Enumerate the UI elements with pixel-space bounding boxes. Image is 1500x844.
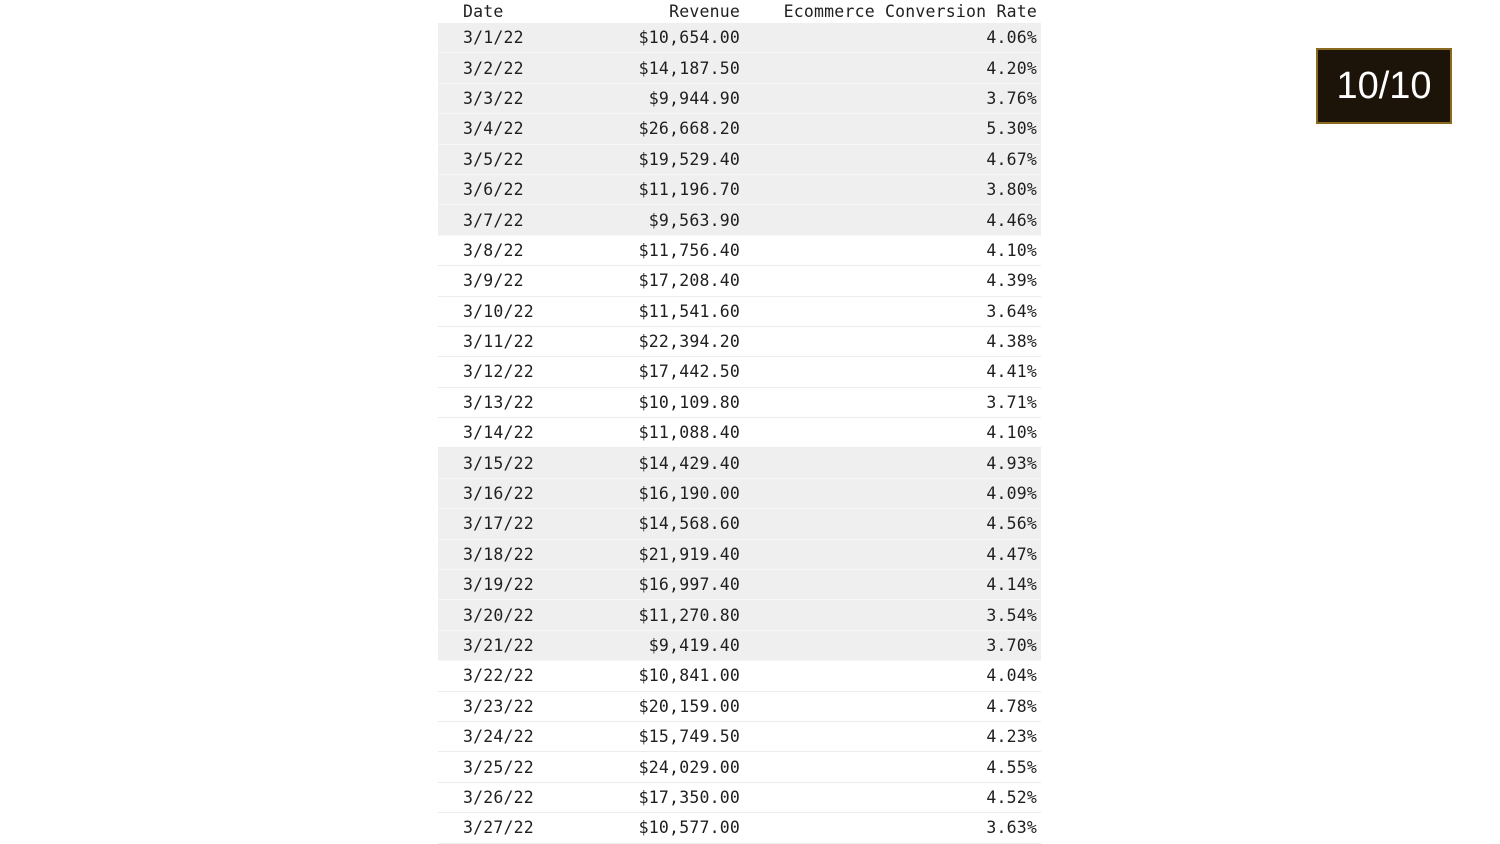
table-row — [438, 145, 1041, 175]
cell-date: 3/20/22 — [463, 605, 534, 625]
cell-date: 3/18/22 — [463, 544, 534, 564]
cell-date: 3/23/22 — [463, 696, 534, 716]
table-row — [438, 600, 1041, 630]
table-row — [438, 327, 1041, 357]
cell-conversion-rate: 4.47% — [986, 544, 1037, 564]
slide-counter-badge: 10/10 — [1316, 48, 1452, 124]
cell-date: 3/21/22 — [463, 636, 534, 655]
cell-revenue: $21,919.40 — [638, 544, 740, 564]
cell-revenue: $11,088.40 — [638, 423, 740, 443]
table-row — [438, 631, 1041, 661]
cell-conversion-rate: 3.63% — [986, 818, 1037, 838]
header-date: Date — [463, 2, 504, 21]
cell-revenue: $14,568.60 — [638, 514, 740, 534]
cell-conversion-rate: 4.20% — [986, 58, 1037, 78]
cell-conversion-rate: 4.09% — [986, 484, 1037, 504]
data-table — [438, 0, 1041, 844]
cell-date: 3/9/22 — [463, 271, 524, 291]
cell-date: 3/17/22 — [463, 514, 534, 534]
cell-date: 3/26/22 — [463, 787, 534, 807]
table-row — [438, 114, 1041, 144]
cell-date: 3/14/22 — [463, 423, 534, 443]
cell-conversion-rate: 3.54% — [986, 605, 1037, 625]
cell-conversion-rate: 3.70% — [986, 636, 1037, 655]
cell-conversion-rate: 3.76% — [986, 88, 1037, 108]
cell-date: 3/13/22 — [463, 392, 534, 412]
cell-revenue: $16,190.00 — [638, 484, 740, 504]
cell-date: 3/1/22 — [463, 28, 524, 48]
table-row — [438, 448, 1041, 478]
table-row — [438, 509, 1041, 539]
cell-date: 3/5/22 — [463, 149, 524, 169]
cell-conversion-rate: 4.78% — [986, 696, 1037, 716]
table-row — [438, 692, 1041, 722]
cell-date: 3/11/22 — [463, 332, 534, 352]
cell-date: 3/7/22 — [463, 210, 524, 230]
cell-date: 3/8/22 — [463, 240, 524, 260]
table-header — [438, 0, 1041, 23]
cell-conversion-rate: 3.64% — [986, 301, 1037, 321]
cell-revenue: $16,997.40 — [638, 575, 740, 595]
cell-date: 3/6/22 — [463, 180, 524, 200]
cell-date: 3/24/22 — [463, 727, 534, 747]
cell-revenue: $11,541.60 — [638, 301, 740, 321]
table-row — [438, 418, 1041, 448]
cell-revenue: $11,756.40 — [638, 240, 740, 260]
cell-revenue: $20,159.00 — [638, 696, 740, 716]
cell-conversion-rate: 4.52% — [986, 787, 1037, 807]
cell-revenue: $10,577.00 — [638, 818, 740, 838]
cell-conversion-rate: 4.55% — [986, 757, 1037, 777]
table-row — [438, 266, 1041, 296]
table-row — [438, 752, 1041, 782]
cell-revenue: $19,529.40 — [638, 149, 740, 169]
cell-conversion-rate: 4.14% — [986, 575, 1037, 595]
cell-conversion-rate: 4.56% — [986, 514, 1037, 534]
table-row — [438, 540, 1041, 570]
cell-revenue: $22,394.20 — [638, 332, 740, 352]
cell-date: 3/2/22 — [463, 58, 524, 78]
cell-conversion-rate: 4.38% — [986, 332, 1037, 352]
cell-conversion-rate: 4.93% — [986, 453, 1037, 473]
table-row — [438, 479, 1041, 509]
cell-date: 3/4/22 — [463, 119, 524, 139]
table-row — [438, 205, 1041, 235]
table-row — [438, 388, 1041, 418]
header-conversion-rate: Ecommerce Conversion Rate — [783, 2, 1037, 21]
cell-conversion-rate: 4.06% — [986, 28, 1037, 48]
table-row — [438, 357, 1041, 387]
table-body — [438, 23, 1041, 844]
cell-date: 3/19/22 — [463, 575, 534, 595]
table-row — [438, 570, 1041, 600]
cell-revenue: $10,654.00 — [638, 28, 740, 48]
cell-conversion-rate: 4.04% — [986, 666, 1037, 686]
cell-revenue: $17,350.00 — [638, 787, 740, 807]
cell-revenue: $14,429.40 — [638, 453, 740, 473]
table-row — [438, 783, 1041, 813]
cell-conversion-rate: 4.46% — [986, 210, 1037, 230]
cell-date: 3/27/22 — [463, 818, 534, 838]
cell-conversion-rate: 5.30% — [986, 119, 1037, 139]
table-row — [438, 813, 1041, 843]
table-row — [438, 297, 1041, 327]
cell-revenue: $10,109.80 — [638, 392, 740, 412]
cell-date: 3/10/22 — [463, 301, 534, 321]
table-row — [438, 53, 1041, 83]
cell-revenue: $14,187.50 — [638, 58, 740, 78]
cell-revenue: $26,668.20 — [638, 119, 740, 139]
cell-revenue: $24,029.00 — [638, 757, 740, 777]
cell-conversion-rate: 4.10% — [986, 240, 1037, 260]
table-row — [438, 661, 1041, 691]
cell-revenue: $10,841.00 — [638, 666, 740, 686]
cell-conversion-rate: 4.39% — [986, 271, 1037, 291]
cell-revenue: $17,442.50 — [638, 362, 740, 382]
cell-date: 3/22/22 — [463, 666, 534, 686]
cell-conversion-rate: 3.71% — [986, 392, 1037, 412]
cell-date: 3/15/22 — [463, 453, 534, 473]
cell-revenue: $9,563.90 — [648, 210, 740, 230]
cell-conversion-rate: 4.67% — [986, 149, 1037, 169]
table-row — [438, 175, 1041, 205]
cell-revenue: $11,196.70 — [638, 180, 740, 200]
cell-date: 3/3/22 — [463, 88, 524, 108]
table-row — [438, 722, 1041, 752]
cell-revenue: $15,749.50 — [638, 727, 740, 747]
cell-date: 3/16/22 — [463, 484, 534, 504]
cell-date: 3/12/22 — [463, 362, 534, 382]
cell-revenue: $17,208.40 — [638, 271, 740, 291]
cell-revenue: $9,944.90 — [648, 88, 740, 108]
cell-date: 3/25/22 — [463, 757, 534, 777]
cell-conversion-rate: 4.10% — [986, 423, 1037, 443]
header-revenue: Revenue — [669, 2, 740, 21]
table-row — [438, 84, 1041, 114]
cell-revenue: $9,419.40 — [648, 636, 740, 655]
table-row — [438, 236, 1041, 266]
cell-revenue: $11,270.80 — [638, 605, 740, 625]
cell-conversion-rate: 4.41% — [986, 362, 1037, 382]
cell-conversion-rate: 3.80% — [986, 180, 1037, 200]
table-row — [438, 23, 1041, 53]
cell-conversion-rate: 4.23% — [986, 727, 1037, 747]
